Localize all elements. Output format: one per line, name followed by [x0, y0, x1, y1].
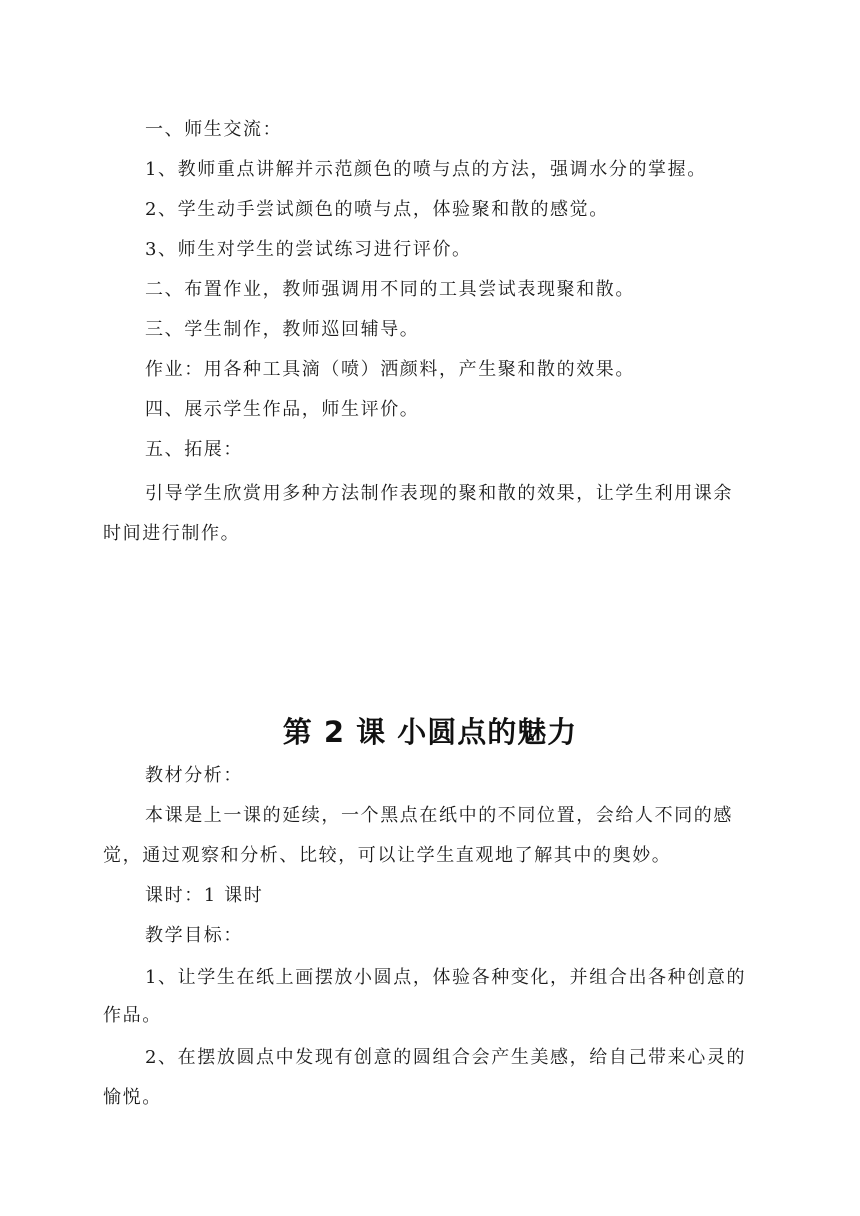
- extension-heading: 五、拓展：: [145, 439, 243, 460]
- goals-heading: 教学目标：: [145, 925, 243, 946]
- goal-1-line-2: 作品。: [103, 1005, 162, 1026]
- analysis-line-1: 本课是上一课的延续，一个黑点在纸中的不同位置，会给人不同的感: [145, 805, 733, 826]
- assign-homework-paragraph: 二、布置作业，教师强调用不同的工具尝试表现聚和散。: [145, 279, 635, 300]
- heading-teacher-student-exchange: 一、师生交流：: [145, 119, 283, 140]
- exchange-item-3: 3、师生对学生的尝试练习进行评价。: [145, 239, 472, 260]
- goal-1-line-1: 1、让学生在纸上画摆放小圆点，体验各种变化，并组合出各种创意的: [145, 967, 747, 988]
- exchange-item-2: 2、学生动手尝试颜色的喷与点，体验聚和散的感觉。: [145, 199, 609, 220]
- homework-paragraph: 作业：用各种工具滴（喷）洒颜料，产生聚和散的效果。: [145, 359, 635, 380]
- analysis-heading: 教材分析：: [145, 765, 243, 786]
- lesson-title: 第 2 课 小圆点的魅力: [282, 715, 578, 749]
- student-making-paragraph: 三、学生制作，教师巡回辅导。: [145, 319, 420, 340]
- goal-2-line-1: 2、在摆放圆点中发现有创意的圆组合会产生美感，给自己带来心灵的: [145, 1047, 747, 1068]
- exchange-item-1: 1、教师重点讲解并示范颜色的喷与点的方法，强调水分的掌握。: [145, 159, 707, 180]
- extension-line-1: 引导学生欣赏用多种方法制作表现的聚和散的效果，让学生利用课余: [145, 483, 733, 504]
- show-works-paragraph: 四、展示学生作品，师生评价。: [145, 399, 420, 420]
- analysis-line-2: 觉，通过观察和分析、比较，可以让学生直观地了解其中的奥妙。: [103, 845, 672, 866]
- class-hours: 课时：1 课时: [145, 885, 264, 906]
- extension-line-2: 时间进行制作。: [103, 523, 241, 544]
- goal-2-line-2: 愉悦。: [103, 1087, 162, 1108]
